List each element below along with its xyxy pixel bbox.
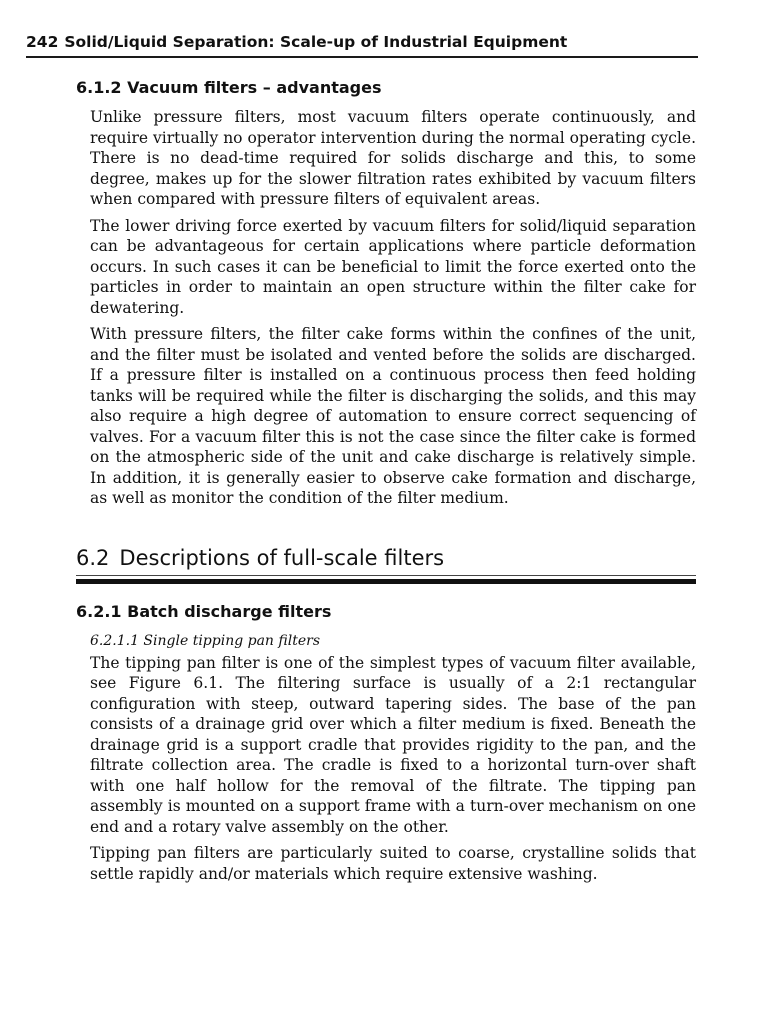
header-rule: [26, 56, 698, 58]
running-head: [26, 32, 698, 52]
section-rule-thick: [76, 579, 696, 584]
page-content: [76, 77, 696, 890]
subsection-heading-6-1-2: 6.1.2 Vacuum filters – advantages: [76, 78, 382, 97]
paragraph: The tipping pan filter is one of the simplest types of vacuum filter available, see Figure 6.1. The filtering surface is usually of a 2:1 rectangular configuration with steep, outward tapering sides. The base of the pan consists of a drainage grid over which a filter medium is fixed. Beneath the drainage grid is a support cradle that provides rigidity to the pan, and the filtrate collection area. The cradle is fixed to a horizontal turn-over shaft with one half hollow for the removal of the filtrate. The tipping pan assembly is mounted on a support frame with a turn-over mechanism on one end and a rotary valve assembly on the other.: [90, 653, 696, 836]
page-number: 242: [26, 33, 59, 51]
section-number: 6.2: [76, 545, 110, 570]
section-title: Descriptions of full-scale filters: [119, 545, 445, 570]
paragraph: Unlike pressure filters, most vacuum filters operate continuously, and require virtually no operator intervention during the normal operating cycle. There is no dead-time required for solids discharge and this, to some degree, makes up for the slower filtration rates exhibited by vacuum filters when compared with pressure filters of equivalent areas.: [90, 108, 696, 208]
subsection-heading-6-2-1: 6.2.1 Batch discharge filters: [76, 601, 332, 621]
subsubsection-heading-6-2-1-1: 6.2.1.1 Single tipping pan filters: [90, 632, 321, 649]
paragraph: The lower driving force exerted by vacuum filters for solid/liquid separation can be advantageous for certain applications where particle deformation occurs. In such cases it can be beneficial to limit the force exerted onto the particles in order to maintain an open structure within the filter cake for dewatering.: [90, 216, 696, 317]
section-heading-6-2: [76, 544, 696, 572]
running-head-title: Solid/Liquid Separation: Scale-up of Industrial Equipment: [64, 33, 568, 51]
paragraph: With pressure filters, the filter cake forms within the confines of the unit, and the filter must be isolated and vented before the solids are discharged. If a pressure filter is installed on a continuous process then feed holding tanks will be required while the filter is discharging the solids, and this may also require a high degree of automation to ensure correct sequencing of valves. For a vacuum filter this is not the case since the filter cake is formed on the atmospheric side of the unit and cake discharge is relatively simple. In addition, it is generally easier to observe cake formation and discharge, as well as monitor the condition of the filter medium.: [90, 325, 696, 507]
paragraph: Tipping pan filters are particularly suited to coarse, crystalline solids that settle rapidly and/or materials which require extensive washing.: [90, 844, 696, 883]
section-rule-thin: [76, 575, 696, 576]
